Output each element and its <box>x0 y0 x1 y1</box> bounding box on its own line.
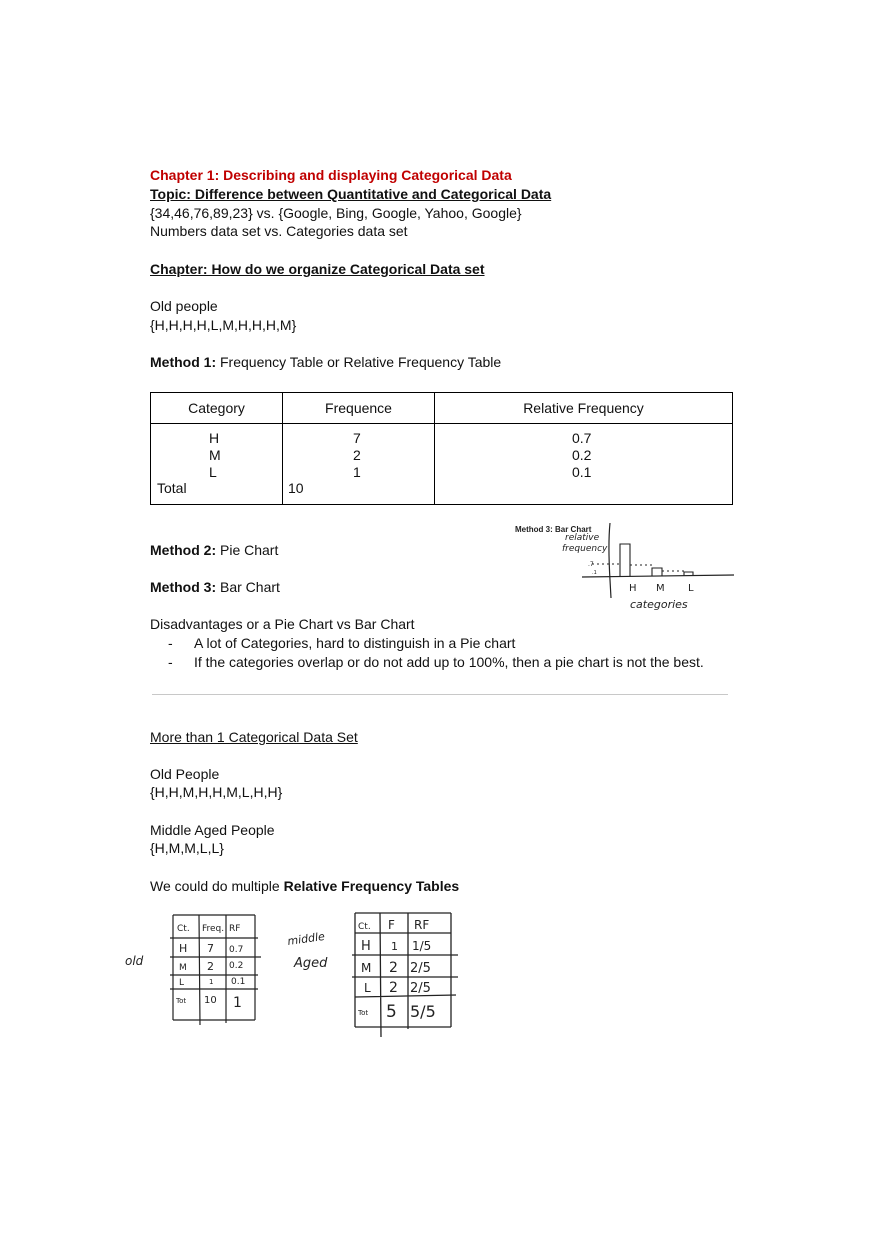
table-header-category: Category <box>151 393 283 424</box>
old-people-data: {H,H,H,H,L,M,H,H,H,M} <box>150 317 297 333</box>
sketch-x-label: categories <box>630 598 688 611</box>
middle-cell: 2/5 <box>410 961 431 976</box>
middle-cell: H <box>361 939 371 954</box>
sketch-category-h: H <box>629 583 637 594</box>
sketch-category-m: M <box>656 583 665 594</box>
multi-heading: More than 1 Categorical Data Set <box>150 729 358 745</box>
sketch-y-label-1: relative <box>565 533 600 543</box>
method-1 <box>150 353 501 371</box>
table-header-relative-frequency: Relative Frequency <box>435 393 733 424</box>
set-types: Numbers data set vs. Categories data set <box>150 223 408 239</box>
old-table-label: old <box>125 954 144 968</box>
old-cell: 0.2 <box>229 961 244 971</box>
category-h: H <box>209 430 220 446</box>
old-cell: Tot <box>176 997 187 1005</box>
middle-cell: L <box>364 981 371 995</box>
old-cell: Ct. <box>177 924 190 934</box>
relative-l: 0.1 <box>572 464 592 480</box>
conclusion-bold: Relative Frequency Tables <box>283 878 460 894</box>
conclusion-prefix: We could do multiple <box>150 878 284 894</box>
middle-cell: M <box>361 961 372 975</box>
sketch-category-l: L <box>688 583 694 594</box>
sketch-y-label-2: frequency <box>562 544 608 554</box>
group2-data: {H,M,M,L,L} <box>150 840 224 856</box>
topic-heading: Topic: Difference between Quantitative and Categorical Data <box>150 186 552 202</box>
old-cell: 7 <box>207 942 214 955</box>
frequence-m: 2 <box>353 447 361 463</box>
list-item-text: If the categories overlap or do not add up to 100%, then a pie chart is not the best. <box>194 654 704 670</box>
middle-table-label-2: Aged <box>294 956 328 971</box>
category-l: L <box>209 464 217 480</box>
middle-cell: Tot <box>358 1009 369 1017</box>
middle-cell: RF <box>414 918 430 932</box>
frequence-cell <box>283 424 435 505</box>
handwritten-tables <box>118 905 468 1045</box>
method-3 <box>150 578 280 596</box>
frequence-l: 1 <box>353 464 361 480</box>
middle-cell: 5 <box>386 1002 397 1022</box>
middle-cell: 1/5 <box>412 939 432 953</box>
total-label: Total <box>157 480 187 496</box>
middle-cell: 2/5 <box>410 981 431 996</box>
table-header-frequence: Frequence <box>283 393 435 424</box>
chapter-title: Chapter 1: Describing and displaying Categorical Data <box>150 167 512 183</box>
old-cell: M <box>179 963 187 973</box>
total-value: 10 <box>288 480 304 496</box>
old-cell: 2 <box>207 960 214 973</box>
list-item-text: A lot of Categories, hard to distinguish in a Pie chart <box>194 635 516 651</box>
method-3-text: Bar Chart <box>216 579 280 595</box>
old-people-label: Old people <box>150 298 218 314</box>
sketch-tick-01: .1 <box>592 570 597 576</box>
method-2-label: Method 2: <box>150 542 217 558</box>
middle-cell: 2 <box>389 960 398 976</box>
method-2-text: Pie Chart <box>216 542 279 558</box>
category-m: M <box>209 447 221 463</box>
old-cell: 0.7 <box>229 945 244 955</box>
sketch-tick-07: .7 <box>588 561 594 568</box>
organize-heading: Chapter: How do we organize Categorical Data set <box>150 261 485 277</box>
old-cell: 1 <box>209 978 214 986</box>
group2-label: Middle Aged People <box>150 822 275 838</box>
middle-cell: F <box>388 918 395 932</box>
old-cell: Freq. <box>202 924 225 934</box>
category-cell <box>151 424 283 505</box>
method-1-label: Method 1: <box>150 354 217 370</box>
old-cell: RF <box>229 924 241 934</box>
group1-label: Old People <box>150 766 220 782</box>
table-row <box>151 424 733 505</box>
bullet-dash: - <box>168 635 173 651</box>
old-cell: L <box>179 978 185 988</box>
method-1-text: Frequency Table or Relative Frequency Table <box>216 354 502 370</box>
method-3-label: Method 3: <box>150 579 217 595</box>
bar-chart-sketch <box>512 518 742 618</box>
middle-cell: 2 <box>389 980 398 996</box>
method-2 <box>150 541 278 559</box>
disadvantages-heading: Disadvantages or a Pie Chart vs Bar Chart <box>150 616 415 632</box>
middle-cell: 1 <box>391 940 398 953</box>
group1-data: {H,H,M,H,H,M,L,H,H} <box>150 784 283 800</box>
old-cell: 10 <box>204 995 217 1006</box>
old-cell: H <box>179 942 188 955</box>
relative-h: 0.7 <box>572 430 592 446</box>
middle-table-label-1: middle <box>286 929 326 948</box>
frequency-table <box>150 392 733 505</box>
frequence-h: 7 <box>353 430 361 446</box>
middle-cell: 5/5 <box>410 1002 436 1021</box>
relative-m: 0.2 <box>572 447 592 463</box>
conclusion <box>150 877 459 895</box>
old-cell: 1 <box>233 995 242 1011</box>
middle-cell: Ct. <box>358 922 371 932</box>
relative-frequency-cell <box>435 424 733 505</box>
bullet-dash: - <box>168 654 173 670</box>
example-sets: {34,46,76,89,23} vs. {Google, Bing, Google, Yahoo, Google} <box>150 205 522 221</box>
sketch-title: Method 3: Bar Chart <box>515 525 592 534</box>
section-divider <box>152 694 728 695</box>
old-cell: 0.1 <box>231 977 246 987</box>
